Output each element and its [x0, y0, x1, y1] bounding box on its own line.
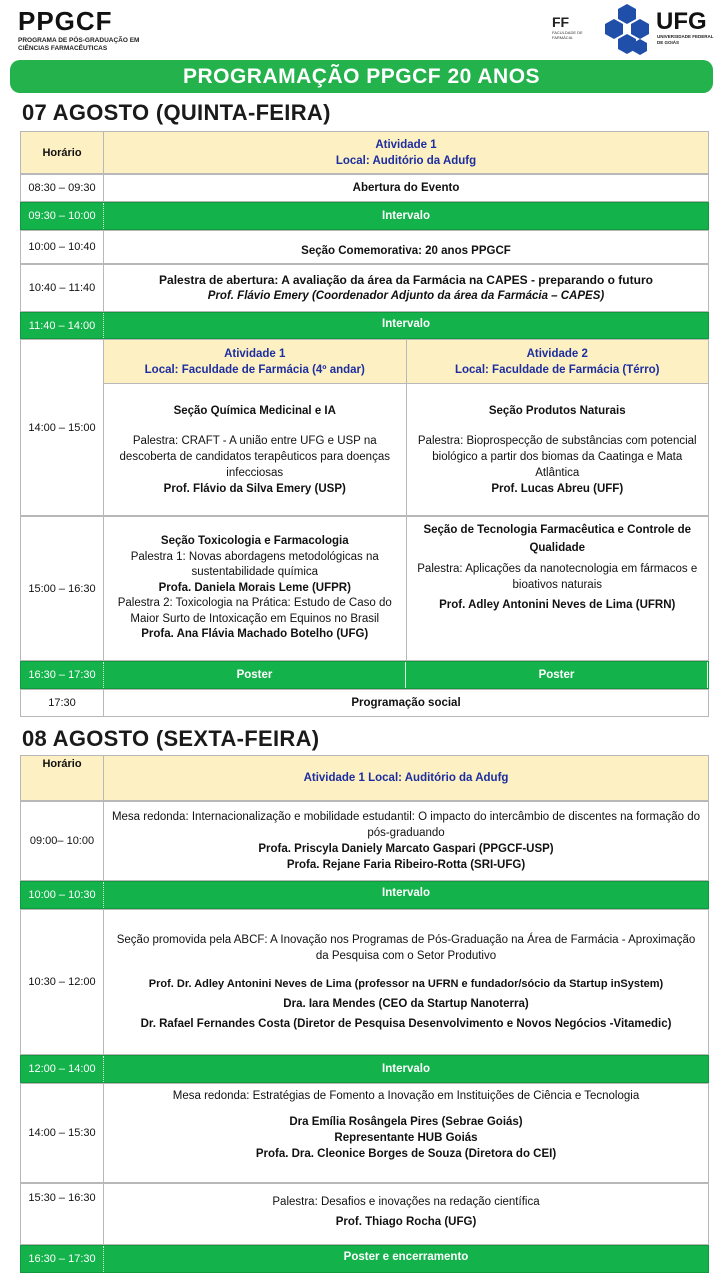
row-time: 16:30 – 17:30 — [21, 1246, 104, 1272]
talk-title: Palestra 2: Toxicologia na Prática: Estudo de Caso do Maior Surto de Intoxicação em Equinos no Brasil — [117, 597, 392, 625]
speaker: Representante HUB Goiás — [334, 1132, 478, 1144]
activity-label: Atividade 2 — [526, 347, 588, 360]
table-row — [20, 174, 709, 202]
break-row — [20, 312, 709, 339]
speaker: Prof. Adley Antonini Neves de Lima (UFRN) — [439, 599, 676, 611]
talk-title: Palestra: Aplicações da nanotecnologia em fármacos e bioativos naturais — [417, 563, 698, 591]
row-activity — [104, 1084, 708, 1182]
time-column-header: Horário — [21, 132, 104, 173]
day1-table-header — [20, 131, 709, 174]
table-row — [20, 909, 709, 1055]
activity-2-header — [407, 340, 709, 383]
row-time: 15:30 – 16:30 — [21, 1184, 104, 1244]
speaker: Profa. Rejane Faria Ribeiro-Rotta (SRI-UFG) — [286, 859, 526, 871]
poster-left: Poster — [104, 662, 406, 688]
session-title: Seção Produtos Naturais — [488, 404, 626, 417]
time-column-header: Horário — [21, 756, 104, 800]
row-time: 09:00– 10:00 — [21, 802, 104, 880]
row-time: 10:00 – 10:30 — [21, 882, 104, 908]
table-row — [20, 1183, 709, 1245]
program-banner: PROGRAMAÇÃO PPGCF 20 ANOS — [10, 60, 713, 93]
row-activity: Intervalo — [382, 887, 430, 899]
talk-title: Palestra: CRAFT - A união entre UFG e USP na descoberta de candidatos terapêuticos para doenças infecciosas — [119, 434, 390, 479]
row-time: 11:40 – 14:00 — [21, 313, 104, 338]
break-row — [20, 881, 709, 909]
day2-table-header — [20, 755, 709, 801]
session-title: Seção Química Medicinal e IA — [173, 404, 336, 417]
session-title: Seção de Tecnologia Farmacêutica e Controle de Qualidade — [423, 524, 692, 554]
poster-right: Poster — [406, 662, 708, 688]
ufg-hexagons-icon — [600, 2, 654, 56]
row-time: 10:30 – 12:00 — [21, 910, 104, 1054]
speaker: Prof. Flávio da Silva Emery (USP) — [163, 482, 346, 495]
speaker: Dra Emília Rosângela Pires (Sebrae Goiás) — [289, 1116, 523, 1128]
speaker: Profa. Ana Flávia Machado Botelho (UFG) — [141, 628, 369, 641]
table-row — [20, 801, 709, 881]
talk-title: Seção promovida pela ABCF: A Inovação nos Programas de Pós-Graduação na Área de Farmácia - Aproximação da Pesquisa com o Setor Produtivo — [116, 934, 696, 962]
row-time: 10:40 – 11:40 — [21, 265, 104, 311]
activity-1-header — [104, 340, 407, 383]
ff-logo — [552, 14, 592, 40]
speaker: Dra. Iara Mendes (CEO da Startup Nanoterra) — [283, 998, 529, 1010]
speaker: Prof. Flávio Emery (Coordenador Adjunto da área da Farmácia – CAPES) — [207, 290, 605, 302]
table-row — [20, 264, 709, 312]
row-activity: Abertura do Evento — [352, 182, 460, 194]
row-time: 15:00 – 16:30 — [21, 517, 104, 660]
day1-title: 07 AGOSTO (QUINTA-FEIRA) — [22, 100, 331, 125]
session-left — [104, 517, 407, 660]
activity-place: Local: Faculdade de Farmácia (Térro) — [454, 363, 660, 376]
day2-title: 08 AGOSTO (SEXTA-FEIRA) — [22, 726, 320, 751]
row-time: 08:30 – 09:30 — [21, 175, 104, 201]
ufg-logo-title: UFG — [656, 8, 707, 35]
row-time: 16:30 – 17:30 — [21, 662, 104, 688]
parallel-sessions — [104, 662, 708, 688]
ufg-logo-subtitle: UNIVERSIDADE FEDERAL DE GOIÁS — [657, 34, 714, 45]
row-activity — [104, 265, 708, 311]
ff-logo-title: FF — [552, 14, 570, 30]
speaker: Profa. Priscyla Daniely Marcato Gaspari (PPGCF-USP) — [258, 843, 554, 855]
page-header — [0, 0, 720, 58]
session-right — [407, 517, 709, 660]
row-time: 17:30 — [21, 690, 104, 716]
break-row — [20, 202, 709, 230]
row-activity: Intervalo — [382, 1063, 430, 1075]
ppgcf-logo-title: PPGCF — [18, 6, 113, 36]
row-activity: Seção Comemorativa: 20 anos PPGCF — [301, 245, 511, 257]
row-time: 14:00 – 15:00 — [21, 340, 104, 515]
speaker: Prof. Lucas Abreu (UFF) — [491, 482, 624, 495]
table-row — [20, 230, 709, 264]
parallel-sessions-body — [104, 384, 708, 515]
speaker: Profa. Daniela Morais Leme (UFPR) — [158, 581, 351, 594]
activity-place: Local: Auditório da Adufg — [335, 154, 477, 167]
session-left — [104, 384, 407, 515]
talk-title: Palestra 1: Novas abordagens metodológicas na sustentabilidade química — [130, 550, 379, 579]
poster-row — [20, 1245, 709, 1273]
talk-title: Mesa redonda: Estratégias de Fomento a Inovação em Instituições de Ciência e Tecnologia — [172, 1090, 640, 1102]
row-activity: Intervalo — [382, 318, 430, 330]
table-row — [20, 339, 709, 516]
speaker: Profa. Dra. Cleonice Borges de Souza (Diretora do CEI) — [255, 1148, 557, 1160]
row-activity — [104, 910, 708, 1054]
speaker: Dr. Rafael Fernandes Costa (Diretor de Pesquisa Desenvolvimento e Novos Negócios -Vitamedic) — [140, 1018, 672, 1030]
activity-place: Local: Faculdade de Farmácia (4º andar) — [144, 363, 365, 376]
speaker: Prof. Thiago Rocha (UFG) — [335, 1216, 477, 1228]
speaker: Prof. Dr. Adley Antonini Neves de Lima (professor na UFRN e fundador/sócio da Startup inSystem) — [148, 978, 664, 990]
table-row — [20, 516, 709, 661]
row-time: 09:30 – 10:00 — [21, 203, 104, 229]
row-activity: Poster e encerramento — [343, 1251, 469, 1263]
parallel-sessions — [104, 340, 708, 515]
parallel-sessions — [104, 517, 708, 660]
talk-title: Mesa redonda: Internacionalização e mobilidade estudantil: O impacto do intercâmbio de discentes na formação do pós-graduando — [111, 811, 701, 839]
row-activity: Programação social — [351, 697, 461, 709]
parallel-sessions-header — [104, 340, 708, 384]
session-right — [407, 384, 709, 515]
row-time: 10:00 – 10:40 — [21, 231, 104, 263]
talk-title: Palestra de abertura: A avaliação da área da Farmácia na CAPES - preparando o futuro — [159, 273, 653, 287]
activity-label: Atividade 1 — [375, 138, 437, 151]
ff-logo-subtitle: FACULDADE DE FARMÁCIA — [552, 30, 583, 40]
poster-row — [20, 661, 709, 689]
row-time: 12:00 – 14:00 — [21, 1056, 104, 1082]
break-row — [20, 1055, 709, 1083]
row-activity — [104, 1184, 708, 1244]
talk-title: Palestra: Desafios e inovações na redação científica — [272, 1196, 540, 1208]
talk-title: Palestra: Bioprospecção de substâncias com potencial biológico a partir dos biomas da Caatinga e Mata Atlântica — [417, 434, 697, 479]
ppgcf-logo — [18, 6, 148, 53]
table-row — [20, 1083, 709, 1183]
row-activity: Intervalo — [382, 210, 430, 222]
ppgcf-logo-subtitle: PROGRAMA DE PÓS-GRADUAÇÃO EM CIÊNCIAS FARMACÊUTICAS — [18, 37, 140, 52]
activity-header — [104, 756, 708, 800]
activity-header — [104, 132, 708, 173]
activity-label: Atividade 1 Local: Auditório da Adufg — [303, 772, 509, 784]
table-row — [20, 689, 709, 717]
row-activity — [104, 802, 708, 880]
row-time: 14:00 – 15:30 — [21, 1084, 104, 1182]
activity-label: Atividade 1 — [224, 347, 286, 360]
session-title: Seção Toxicologia e Farmacologia — [160, 535, 349, 548]
ufg-logo — [600, 2, 715, 56]
